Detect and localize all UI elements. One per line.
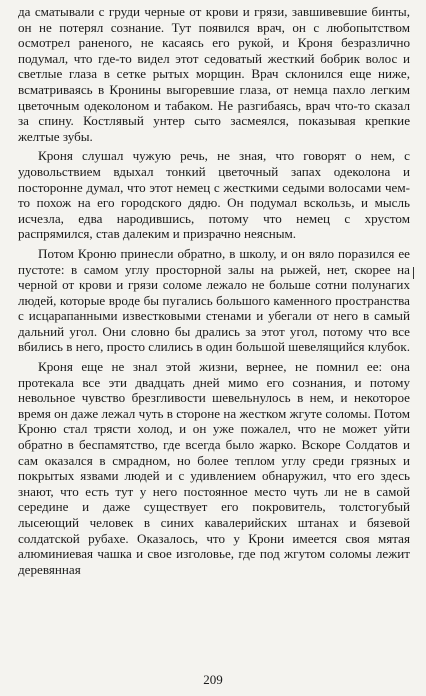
paragraph-2: Кроня слушал чужую речь, не зная, что говорят о нем, с удовольствием вдыхал тонкий цветочный запах одеколона и посторонне думал, что этот немец с жесткими седыми волосами чем-то похож на его городского дядю. Он подумал вскользь, и мысль исчезла, едва народившись, потому что немец с хрустом распрямился, став далеким и призрачно неясным. bbox=[18, 148, 410, 242]
page-number: 209 bbox=[203, 672, 223, 687]
page-text bbox=[18, 4, 410, 581]
margin-mark bbox=[413, 267, 414, 279]
paragraph-1: да сматывали с груди черные от крови и грязи, завшивевшие бинты, он не потерял сознание. Тут появился врач, он с любопытством осмотрел раненого, не касаясь его рукой, и Кроня безразлично подумал, что где-то видел этот седоватый жесткий бобрик волос и светлые глаза в сетке рытых морщин. Врач склонился еще ниже, всматриваясь в Кронины выгоревшие глаза, от немца пахло легким цветочным одеколоном и табаком. Не разгибаясь, врач что-то сказал за спину. Костлявый унтер сыто засмеялся, показывая крепкие желтые зубы. bbox=[18, 4, 410, 144]
paragraph-4: Кроня еще не знал этой жизни, вернее, не помнил ее: она протекала все эти двадцать дней мимо его сознания, и потому невольное чувство брезгливости шевельнулось в нем, и некоторое время он даже лежал чуть в стороне на жестком жгуте соломы. Потом Кроню стал трясти холод, и он уже пожалел, что не может уйти обратно в беспамятство, где всегда было жарко. Вскоре Солдатов и сам оказался в смрадном, но более теплом углу среди грязных и покрытых язвами людей и с удивлением обнаружил, что его здесь знают, что есть тут у него постоянное место чуть ли не в самой середине и даже существует его покровитель, толстогубый лысеющий человек в синих кавалерийских штанах и бязевой солдатской рубахе. Оказалось, что у Крони имеется своя мятая алюминиевая чашка и свое изголовье, где под жгутом соломы лежит деревянная bbox=[18, 359, 410, 577]
paragraph-3: Потом Кроню принесли обратно, в школу, и он вяло поразился ее пустоте: в самом углу просторной залы на рыжей, нет, скорее на черной от крови и грязи соломе лежало не больше сотни полунагих людей, которые вроде бы пугались большого каменного пространства с исцарапанными известковыми стенами и убегали от него в самый дальний угол. Они словно бы дрались за этот угол, потому что все вбились в него, просто слились в один большой шевелящийся клубок. bbox=[18, 245, 410, 355]
